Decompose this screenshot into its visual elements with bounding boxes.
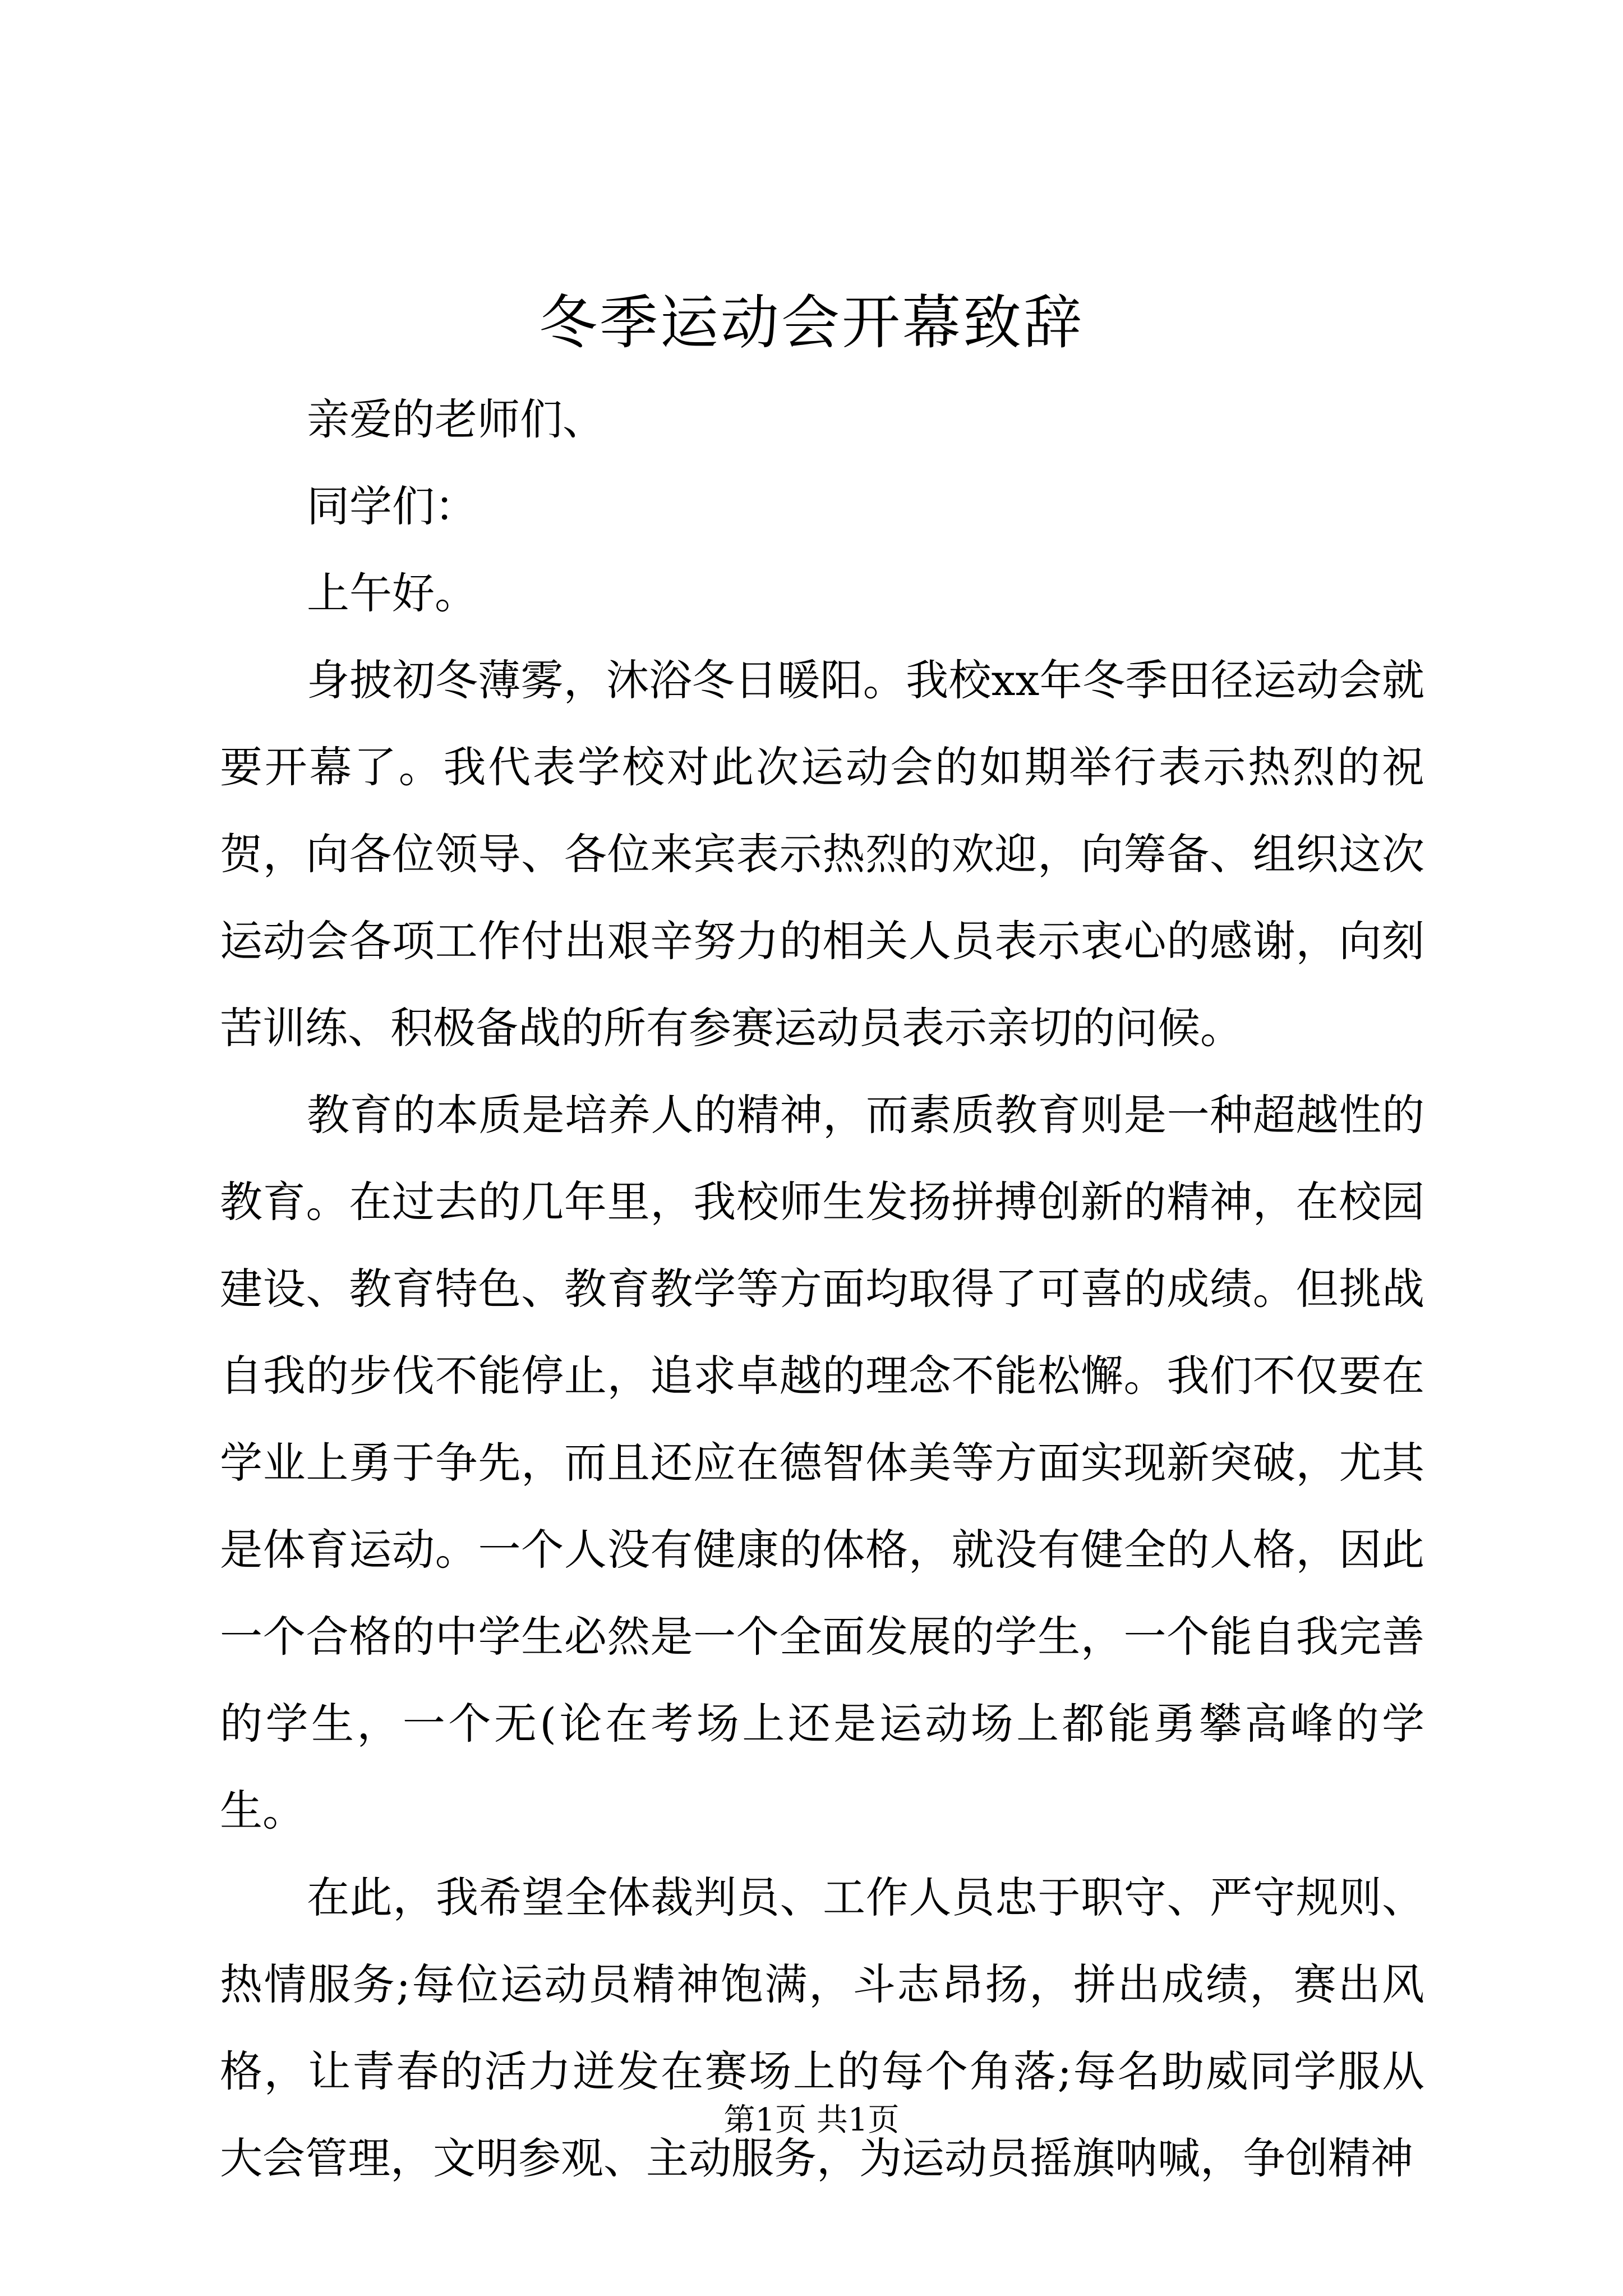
document-title: 冬季运动会开幕致辞 xyxy=(538,288,1084,357)
body-paragraph: 教育的本质是培养人的精神，而素质教育则是一种超越性的教育。在过去的几年里，我校师生发扬拼搏创新的精神，在校园建设、教育特色、教育教学等方面均取得了可喜的成绩。但挑战自我的步伐不能停止，追求卓越的理念不能松懈。我们不仅要在学业上勇于争先，而且还应在德智体美等方面实现新突破，尤其是体育运动。一个人没有健康的体格，就没有健全的人格，因此一个合格的中学生必然是一个全面发展的学生，一个能自我完善的学生，一个无(论在考场上还是运动场上都能勇攀高峰的学生。 xyxy=(220,1090,1424,1835)
salutation-students: 同学们： xyxy=(307,481,477,531)
body-paragraph: 身披初冬薄雾，沐浴冬日暖阳。我校xx年冬季田径运动会就要开幕了。我代表学校对此次运动会的如期举行表示热烈的祝贺，向各位领导、各位来宾表示热烈的欢迎，向筹备、组织这次运动会各项工作付出艰辛努力的相关人员表示衷心的感谢，向刻苦训练、积极备战的所有参赛运动员表示亲切的问候。 xyxy=(220,655,1424,1053)
document-body xyxy=(220,376,1424,2202)
salutation-teachers: 亲爱的老师们、 xyxy=(307,394,605,444)
greeting: 上午好。 xyxy=(307,568,477,618)
page-footer: 第1页 共1页 xyxy=(723,2102,900,2138)
body-paragraph: 在此，我希望全体裁判员、工作人员忠于职守、严守规则、热情服务;每位运动员精神饱满，斗志昂扬，拼出成绩，赛出风格，让青春的活力迸发在赛场上的每个角落;每名助威同学服从大会管理，文明参观、主动服务，为运动员摇旗呐喊，争创精神 xyxy=(220,1872,1424,2183)
